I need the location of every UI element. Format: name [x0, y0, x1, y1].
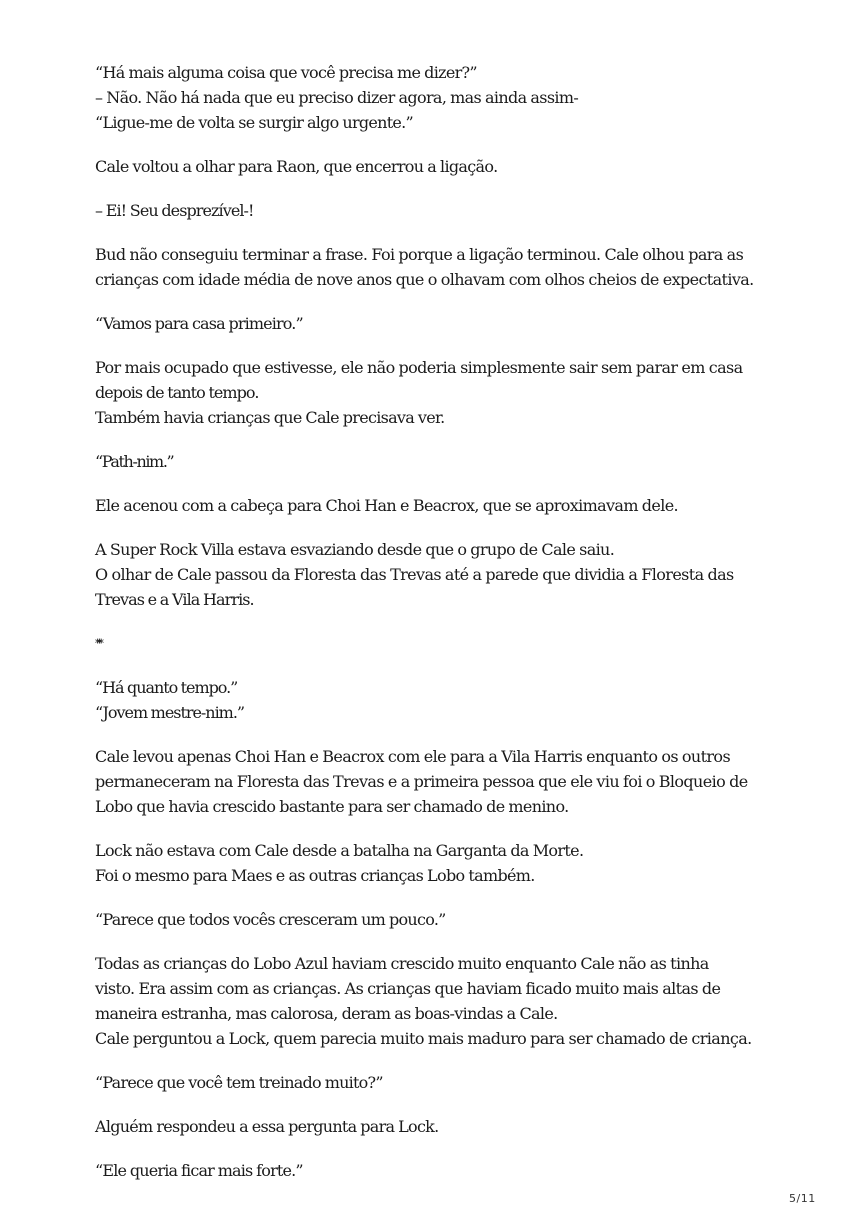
paragraph — [95, 449, 795, 474]
paragraph — [95, 1070, 795, 1095]
paragraph — [95, 242, 795, 292]
text-line: “Ele queria ficar mais forte.” — [95, 1161, 303, 1180]
paragraph — [95, 1114, 795, 1139]
text-line: *** — [95, 637, 101, 650]
section-separator — [95, 631, 795, 656]
text-line: “Path-nim.” — [95, 452, 174, 471]
text-line: “Há quanto tempo.” — [95, 678, 238, 697]
paragraph — [95, 907, 795, 932]
text-line: depois de tanto tempo. — [95, 383, 259, 402]
text-line: – Ei! Seu desprezível-! — [95, 201, 254, 220]
text-line: Ele acenou com a cabeça para Choi Han e Beacrox, que se aproximavam dele. — [95, 496, 678, 515]
paragraph — [95, 675, 795, 725]
paragraph — [95, 355, 795, 430]
text-line: Por mais ocupado que estivesse, ele não poderia simplesmente sair sem parar em casa — [95, 358, 743, 377]
paragraph — [95, 537, 795, 612]
page-number: 5/11 — [789, 1192, 816, 1205]
text-line: Cale levou apenas Choi Han e Beacrox com ele para a Vila Harris enquanto os outros — [95, 747, 731, 766]
paragraph — [95, 1158, 795, 1183]
text-line: Também havia crianças que Cale precisava ver. — [95, 408, 445, 427]
text-line: “Vamos para casa primeiro.” — [95, 314, 303, 333]
paragraph — [95, 951, 795, 1051]
text-line: maneira estranha, mas calorosa, deram as boas-vindas a Cale. — [95, 1004, 558, 1023]
text-line: O olhar de Cale passou da Floresta das Trevas até a parede que dividia a Floresta das — [95, 565, 734, 584]
paragraph — [95, 154, 795, 179]
text-line: visto. Era assim com as crianças. As crianças que haviam ficado muito mais altas de — [95, 979, 721, 998]
text-line: Cale perguntou a Lock, quem parecia muito mais maduro para ser chamado de criança. — [95, 1029, 752, 1048]
text-line: Alguém respondeu a essa pergunta para Lock. — [95, 1117, 439, 1136]
paragraph — [95, 311, 795, 336]
text-line: Todas as crianças do Lobo Azul haviam crescido muito enquanto Cale não as tinha — [95, 954, 709, 973]
paragraph — [95, 838, 795, 888]
text-line: “Parece que todos vocês cresceram um pouco.” — [95, 910, 446, 929]
text-line: Foi o mesmo para Maes e as outras crianças Lobo também. — [95, 866, 535, 885]
text-line: “Ligue-me de volta se surgir algo urgente.” — [95, 113, 413, 132]
text-line: crianças com idade média de nove anos que o olhavam com olhos cheios de expectativa. — [95, 270, 754, 289]
text-line: Bud não conseguiu terminar a frase. Foi porque a ligação terminou. Cale olhou para as — [95, 245, 744, 264]
text-line: Cale voltou a olhar para Raon, que encerrou a ligação. — [95, 157, 498, 176]
text-line: Lobo que havia crescido bastante para ser chamado de menino. — [95, 797, 569, 816]
text-line: Lock não estava com Cale desde a batalha na Garganta da Morte. — [95, 841, 584, 860]
paragraph — [95, 744, 795, 819]
text-line: – Não. Não há nada que eu preciso dizer agora, mas ainda assim- — [95, 88, 579, 107]
text-line: “Parece que você tem treinado muito?” — [95, 1073, 383, 1092]
text-line: A Super Rock Villa estava esvaziando desde que o grupo de Cale saiu. — [95, 540, 615, 559]
paragraph — [95, 198, 795, 223]
text-line: “Jovem mestre-nim.” — [95, 703, 245, 722]
text-line: “Há mais alguma coisa que você precisa me dizer?” — [95, 63, 477, 82]
paragraph — [95, 493, 795, 518]
text-line: Trevas e a Vila Harris. — [95, 590, 254, 609]
text-line: permaneceram na Floresta das Trevas e a primeira pessoa que ele viu foi o Bloqueio de — [95, 772, 748, 791]
paragraph — [95, 60, 795, 135]
document-body — [95, 60, 795, 1202]
